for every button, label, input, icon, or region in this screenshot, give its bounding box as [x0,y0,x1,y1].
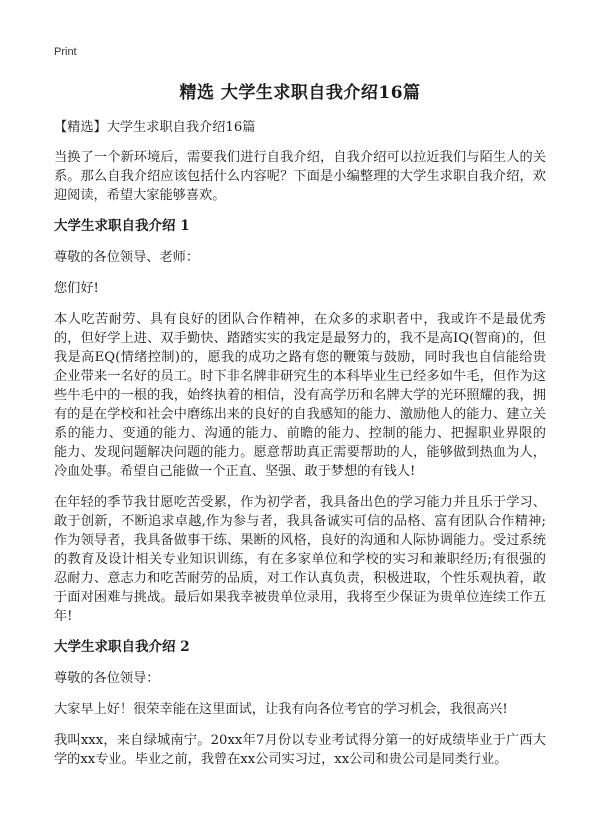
section-heading-1: 大学生求职自我介绍 1 [54,218,190,234]
section-heading-2: 大学生求职自我介绍 2 [54,639,190,655]
section-2-paragraph: 我叫xxx，来自绿城南宁。20xx年7月份以专业考试得分第一的好成绩毕业于广西大学的xx专业。毕业之前，我曾在xx公司实习过，xx公司和贵公司是同类行业。 [54,733,546,767]
document-title: 精选 大学生求职自我介绍16篇 [179,83,421,103]
section-1-paragraph: 本人吃苦耐劳、具有良好的团队合作精神，在众多的求职者中，我或许不是最优秀的，但好学上进、双手勤快、踏踏实实的我定是最努力的，我不是高IQ(智商)的，但我是高EQ(情绪控制)的，愿我的成功之路有您的鞭策与鼓励，同时我也自信能给贵企业带来一名好的员工。时下非名牌非研究生的本科毕业生已经多如牛毛，但作为这些牛毛中的一根的我，始终执着的相信，没有高学历和名牌大学的光环照耀的我，拥有的是在学校和社会中磨练出来的良好的自我感知的能力、激励他人的能力、建立关系的能力、变通的能力、沟通的能力、前瞻的能力、控制的能力、把握职业界限的 能力、发现问题解决问题的能力。愿意帮助真正需要帮助的人，能够做到热血为人，冷血处事。希望自己能做一个正直、坚强、敢于梦想的有钱人! [54,312,546,479]
document-subtitle: 【精选】大学生求职自我介绍16篇 [54,120,256,135]
section-2-greeting: 大家早上好！很荣幸能在这里面试，让我有向各位考官的学习机会，我很高兴! [54,702,508,717]
print-link[interactable]: Print [54,46,77,58]
intro-paragraph: 当换了一个新环境后，需要我们进行自我介绍，自我介绍可以拉近我们与陌生人的关系。那么自我介绍应该包括什么内容呢？下面是小编整理的大学生求职自我介绍，欢迎阅读，希望大家能够喜欢。 [54,150,546,203]
section-2-salutation: 尊敬的各位领导： [54,671,160,686]
section-1-greeting: 您们好! [54,281,99,296]
document-body [54,118,546,781]
section-1-paragraph: 在年轻的季节我甘愿吃苦受累，作为初学者，我具备出色的学习能力并且乐于学习、敢于创新，不断追求卓越,作为参与者，我具备诚实可信的品格、富有团队合作精神;作为领导者，我具备做事干练、果断的风格，良好的沟通和人际协调能力。受过系统的教育及设计相关专业知识训练，有在多家单位和学校的实习和兼职经历;有很强的忍耐力、意志力和吃苦耐劳的品质，对工作认真负责，积极进取，个性乐观执着，敢于面对困难与挑战。最后如果我幸被贵单位录用，我将至少保证为贵单位连续工作五年! [54,495,546,624]
section-1-salutation: 尊敬的各位领导、老师： [54,250,200,265]
